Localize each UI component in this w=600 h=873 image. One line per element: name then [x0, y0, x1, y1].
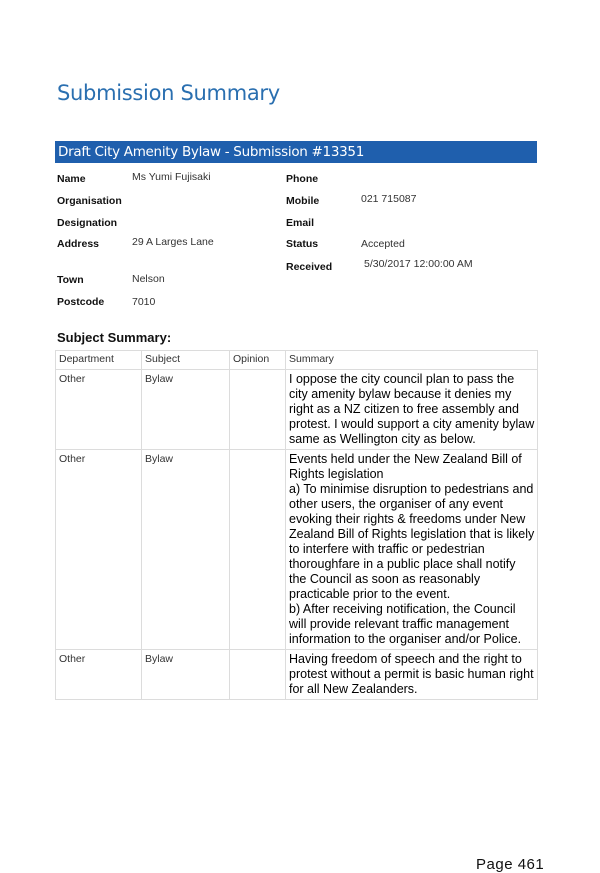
subject-cell: Bylaw	[142, 650, 230, 700]
subject-cell: Bylaw	[142, 370, 230, 450]
received-label: Received	[286, 261, 333, 273]
mobile-label: Mobile	[286, 195, 320, 207]
opinion-cell	[230, 650, 286, 700]
submission-banner: Draft City Amenity Bylaw - Submission #13351	[55, 141, 537, 163]
department-cell: Other	[56, 450, 142, 650]
table-row	[56, 370, 538, 450]
organisation-label: Organisation	[57, 195, 122, 207]
table-row	[56, 450, 538, 650]
column-header-opinion: Opinion	[230, 351, 286, 370]
summary-cell: Having freedom of speech and the right to protest without a permit is basic human right for all New Zealanders.	[286, 650, 538, 700]
department-cell: Other	[56, 650, 142, 700]
summary-cell: I oppose the city council plan to pass the city amenity bylaw because it denies my right as a NZ citizen to free assembly and protest. I would support a city amenity bylaw same as Wellington city as below.	[286, 370, 538, 450]
email-label: Email	[286, 217, 315, 229]
status-value: Accepted	[361, 238, 405, 250]
opinion-cell	[230, 370, 286, 450]
summary-paragraph: Events held under the New Zealand Bill of Rights legislation	[289, 452, 522, 481]
town-label: Town	[57, 274, 84, 286]
address-label: Address	[57, 238, 100, 250]
address-value: 29 A Larges Lane	[132, 236, 214, 248]
town-value: Nelson	[132, 273, 165, 285]
designation-label: Designation	[57, 217, 118, 229]
status-label: Status	[286, 238, 319, 250]
name-value: Ms Yumi Fujisaki	[132, 171, 211, 183]
summary-cell	[286, 450, 538, 650]
subject-summary-heading: Subject Summary:	[57, 330, 172, 345]
table-header-row	[56, 351, 538, 370]
department-cell: Other	[56, 370, 142, 450]
postcode-label: Postcode	[57, 296, 105, 308]
mobile-value: 021 715087	[361, 193, 417, 205]
column-header-department: Department	[56, 351, 142, 370]
received-value: 5/30/2017 12:00:00 AM	[364, 258, 473, 270]
table-row	[56, 650, 538, 700]
page-number: Page 461	[476, 856, 545, 873]
phone-label: Phone	[286, 173, 319, 185]
postcode-value: 7010	[132, 296, 156, 308]
summary-paragraph: b) After receiving notification, the Council will provide relevant traffic management information to the organiser and/or Police.	[289, 602, 522, 646]
page-title: Submission Summary	[57, 81, 280, 105]
summary-paragraph: a) To minimise disruption to pedestrians and other users, the organiser of any event evoking their rights & freedoms under New Zealand Bill of Rights legislation that is likely to interfere with traffic or pedestrian thoroughfare in a public place shall notify the Council as soon as reasonably practicable prior to the event.	[289, 482, 535, 601]
subject-summary-table	[55, 350, 538, 700]
name-label: Name	[57, 173, 86, 185]
column-header-summary: Summary	[286, 351, 538, 370]
subject-cell: Bylaw	[142, 450, 230, 650]
column-header-subject: Subject	[142, 351, 230, 370]
opinion-cell	[230, 450, 286, 650]
